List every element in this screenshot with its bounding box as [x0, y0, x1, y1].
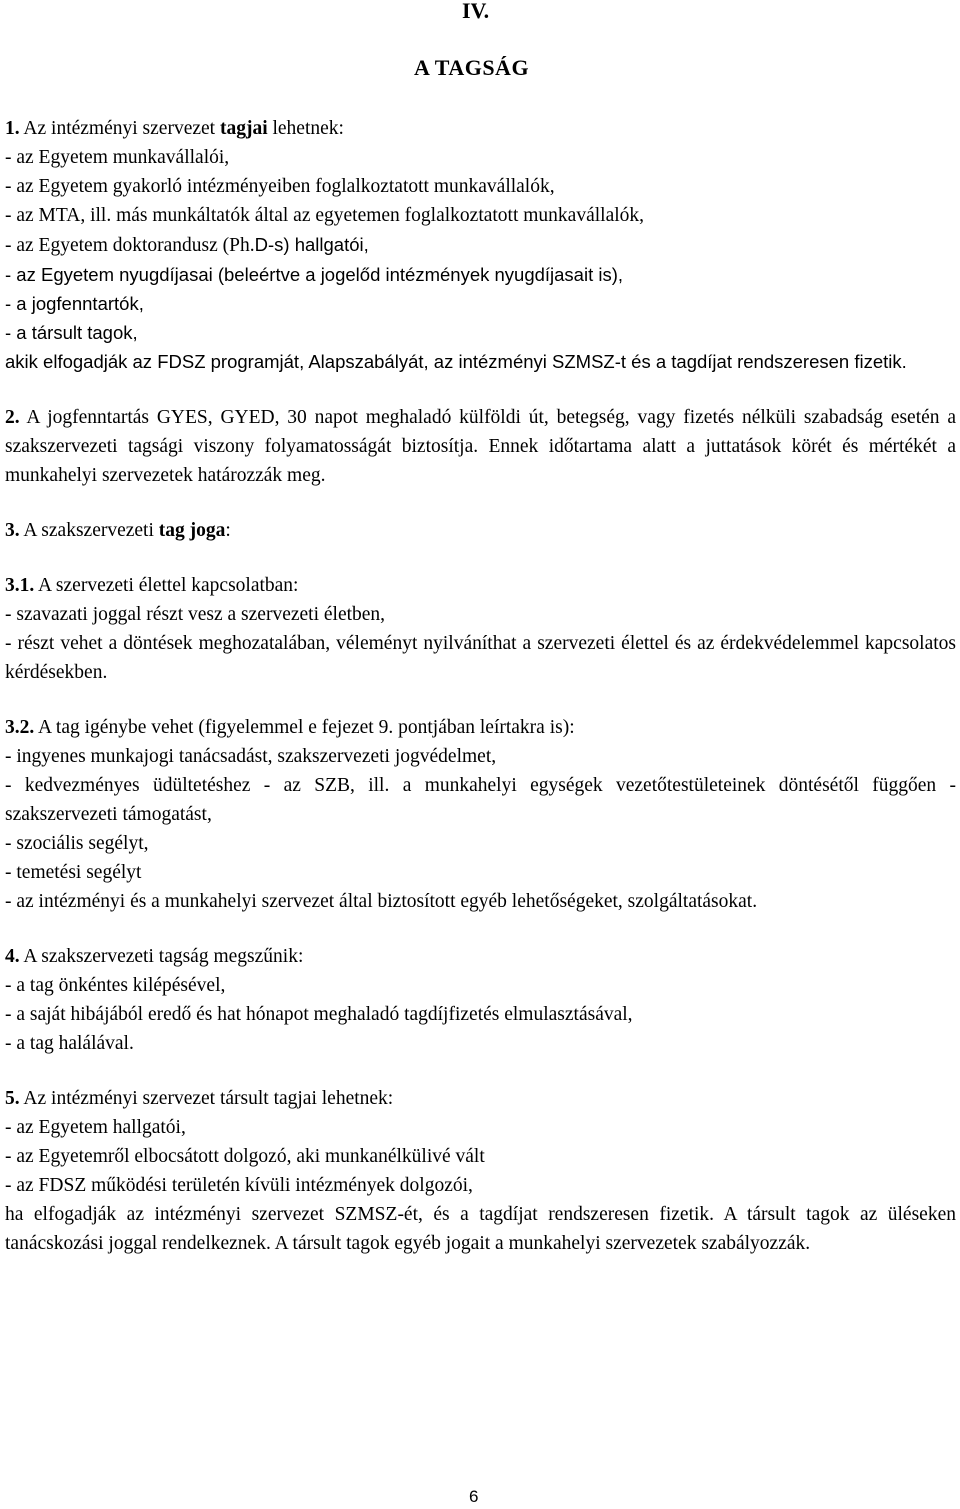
list-item: - az Egyetem munkavállalói, [5, 147, 230, 168]
list-item: - a saját hibájából eredő és hat hónapot meghaladó tagdíjfizetés elmulasztásával, [5, 1004, 633, 1025]
list-item: - az Egyetemről elbocsátott dolgozó, aki munkanélkülivé vált [5, 1146, 485, 1167]
section-1-number: 1. [5, 118, 20, 139]
list-item: - kedvezményes üdültetéshez - az SZB, ill. a munkahelyi egységek vezetőtestületeinek döntésétől függően - szakszervezeti támogatást, [5, 775, 956, 825]
list-item: - a jogfenntartók, [5, 293, 144, 314]
section-3 [5, 516, 956, 545]
list-item: - részt vehet a döntések meghozatalában, véleményt nyilváníthat a szervezeti élettel és az érdekvédelemmel kapcsolatos kérdésekben. [5, 633, 956, 683]
list-item: - a társult tagok, [5, 322, 138, 343]
section-3-number: 3. [5, 520, 20, 541]
section-3-1-title: A szervezeti élettel kapcsolatban: [34, 575, 299, 596]
list-item: - az Egyetem nyugdíjasai (beleértve a jogelőd intézmények nyugdíjasait is), [5, 264, 624, 285]
list-item: - az intézményi és a munkahelyi szervezet által biztosított egyéb lehetőségeket, szolgáltatásokat. [5, 891, 758, 912]
list-item-part: - az Egyetem doktorandusz (Ph. [5, 235, 255, 256]
list-item: - szociális segélyt, [5, 833, 149, 854]
list-item: - szavazati joggal részt vesz a szervezeti életben, [5, 604, 386, 625]
list-item: - az MTA, ill. más munkáltatók által az egyetemen foglalkoztatott munkavállalók, [5, 205, 645, 226]
document-body [5, 114, 956, 1258]
section-4-number: 4. [5, 946, 20, 967]
list-item: - az Egyetem gyakorló intézményeiben foglalkoztatott munkavállalók, [5, 176, 555, 197]
section-2-text: A jogfenntartás GYES, GYED, 30 napot meghaladó külföldi út, betegség, vagy fizetés nélküli szabadság esetén a szakszervezeti tagsági viszony folyamatosságát biztosítja. Ennek időtartama alatt a juttatások körét és mértékét a munkahelyi szervezetek határozzák meg. [5, 407, 956, 486]
section-3-2-title: A tag igénybe vehet (figyelemmel e fejezet 9. pontjában leírtakra is): [34, 717, 575, 738]
list-item-part-sans: D-s) hallgatói, [254, 234, 369, 255]
list-item: - az FDSZ működési területén kívüli intézmények dolgozói, [5, 1175, 473, 1196]
section-1-emphasis: tagjai [219, 118, 268, 139]
section-3-1 [5, 571, 956, 687]
section-1 [5, 114, 956, 376]
list-item: - a tag önkéntes kilépésével, [5, 975, 226, 996]
list-item: - az Egyetem hallgatói, [5, 1117, 186, 1138]
section-3-text-end: : [225, 520, 231, 541]
section-1-conclusion: akik elfogadják az FDSZ programját, Alapszabályát, az intézményi SZMSZ-t és a tagdíjat rendszeresen fizetik. [5, 351, 907, 372]
section-3-1-number: 3.1. [5, 575, 35, 596]
section-3-text: A szakszervezeti [19, 520, 159, 541]
section-5-conclusion: ha elfogadják az intézményi szervezet SZMSZ-ét, és a tagdíjat rendszeresen fizetik. A társult tagok az üléseken tanácskozási joggal rendelkeznek. A társult tagok egyéb jogait a munkahelyi szervezetek szabályozzák. [5, 1204, 956, 1254]
page-number: 6 [469, 1487, 479, 1506]
section-1-intro: Az intézményi szervezet [19, 118, 220, 139]
section-5-number: 5. [5, 1088, 20, 1109]
section-5-title: Az intézményi szervezet társult tagjai lehetnek: [19, 1088, 394, 1109]
section-3-2 [5, 713, 956, 916]
section-3-emphasis: tag joga [158, 520, 226, 541]
list-item: - temetési segélyt [5, 862, 142, 883]
section-3-2-number: 3.2. [5, 717, 35, 738]
chapter-number: IV. [462, 0, 490, 23]
section-4 [5, 942, 956, 1058]
section-4-title: A szakszervezeti tagság megszűnik: [19, 946, 304, 967]
section-2-number: 2. [5, 407, 20, 428]
section-2 [5, 403, 956, 490]
list-item: - a tag halálával. [5, 1033, 134, 1054]
list-item: - ingyenes munkajogi tanácsadást, szakszervezeti jogvédelmet, [5, 746, 497, 767]
chapter-title: A TAGSÁG [414, 55, 530, 80]
list-item [5, 230, 956, 260]
section-5 [5, 1084, 956, 1258]
section-1-intro-end: lehetnek: [267, 118, 344, 139]
